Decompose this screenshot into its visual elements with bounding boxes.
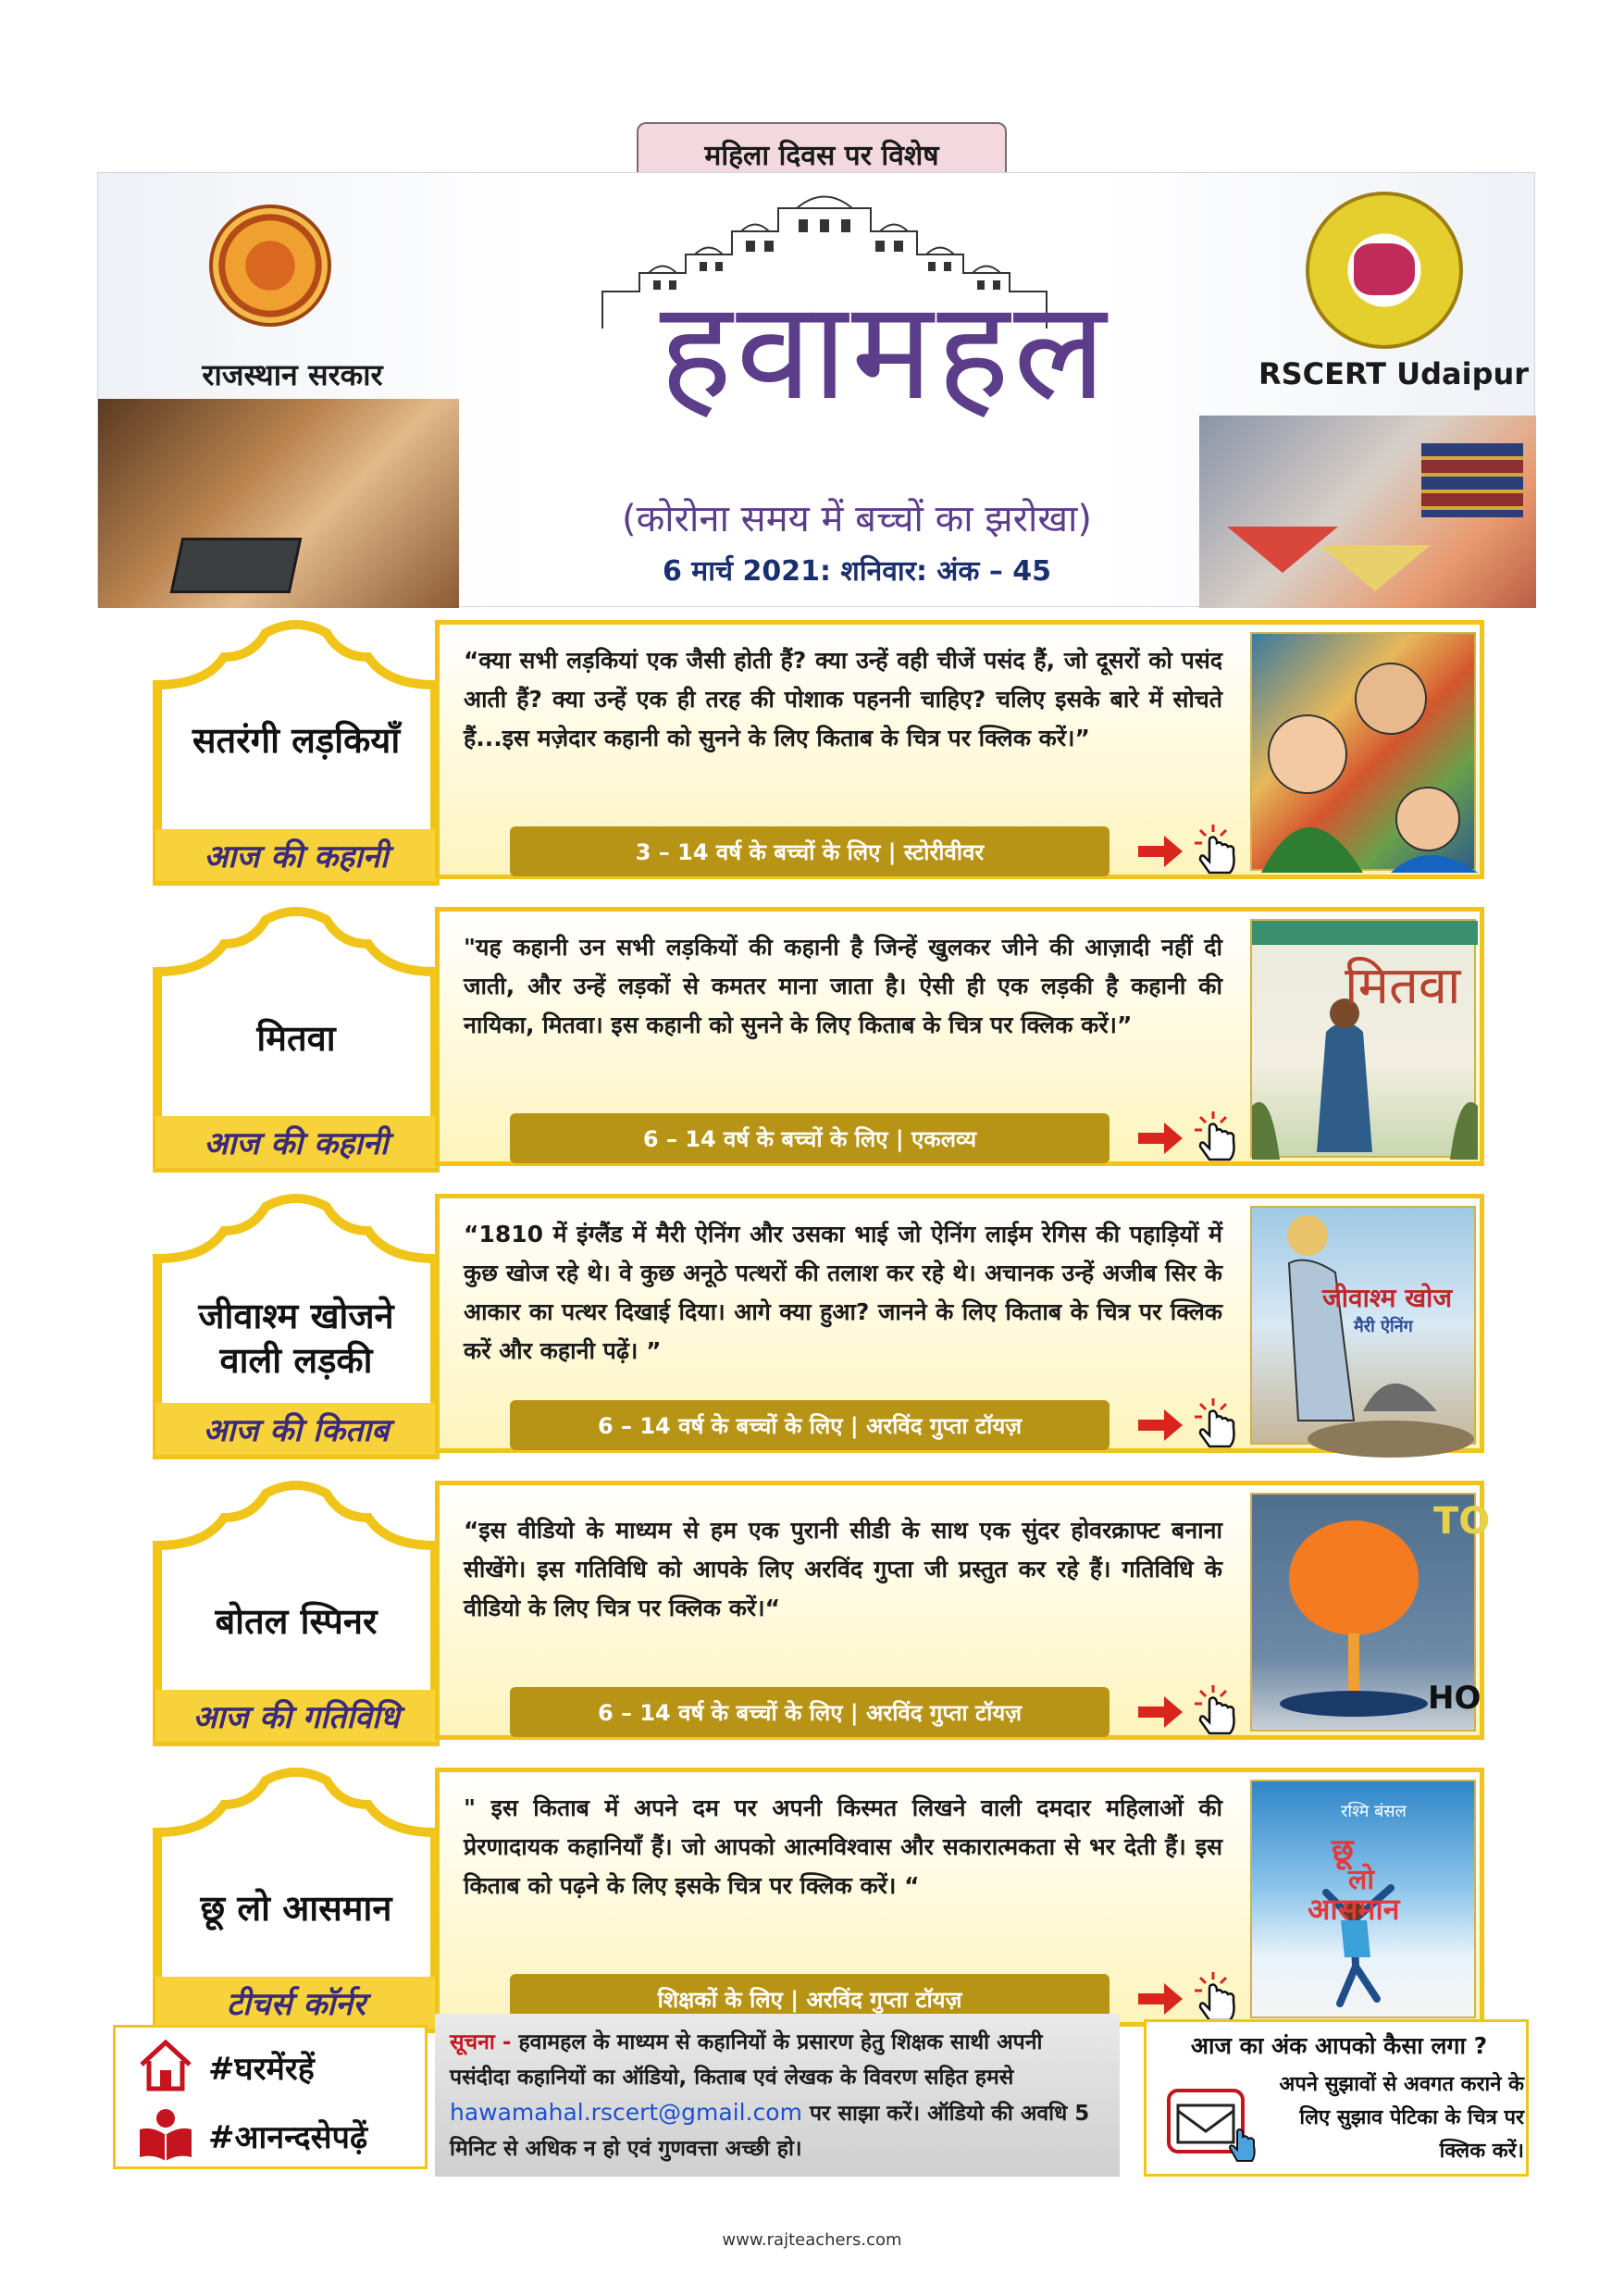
home-icon — [138, 2039, 193, 2092]
section-label-2 — [150, 907, 442, 1170]
arrow-right-icon — [1138, 1409, 1183, 1441]
card-description: “इस वीडियो के माध्यम से हम एक पुरानी सीडी के साथ एक सुंदर होवरक्राफ्ट बनाना सीखेंगे। इस गतिविधि को आपके लिए अरविंद गुप्ता जी प्रस्तुत कर रहे हैं। गतिविधि के वीडियो के लिए चित्र पर क्लिक करें।“ — [464, 1517, 1222, 1621]
contact-email-link[interactable]: hawamahal.rscert@gmail.com — [450, 2099, 802, 2126]
arrow-right-icon — [1138, 1123, 1183, 1154]
suggestion-box-mail-icon[interactable] — [1165, 2074, 1258, 2163]
issue-date-line: 6 मार्च 2021: शनिवार: अंक – 45 — [662, 555, 1052, 588]
hashtags-box — [113, 2025, 428, 2169]
click-hand-icon[interactable] — [1191, 823, 1241, 876]
notice-lead: सूचना - — [450, 2030, 512, 2054]
section-title: सतरंगी लड़कियाँ — [192, 720, 401, 761]
paper-boats-books-photo — [1199, 416, 1536, 608]
book-cover-image[interactable] — [1250, 919, 1476, 1158]
notice-text-2: पर साझा करें। ऑडियो की अवधि 5 मिनिट से अधिक न हो एवं गुणवत्ता अच्छी हो। — [450, 2102, 1090, 2161]
reader-icon — [136, 2107, 195, 2161]
age-source-pill: 6 – 14 वर्ष के बच्चों के लिए | एकलव्य — [510, 1113, 1110, 1163]
section-category: आज की कहानी — [204, 838, 389, 875]
cover-title: मितवा — [1345, 956, 1461, 1016]
arrow-right-icon — [1138, 1983, 1183, 2015]
cover-author: रश्मि बंसल — [1341, 1802, 1407, 1821]
story-card-1 — [435, 620, 1484, 879]
section-category: आज की किताब — [203, 1412, 390, 1449]
cover-title-3: आसमान — [1308, 1892, 1400, 1927]
govt-label: राजस्थान सरकार — [202, 357, 383, 392]
arrow-right-icon — [1138, 1696, 1183, 1728]
activity-video-thumbnail[interactable] — [1250, 1493, 1491, 1731]
click-hand-icon[interactable] — [1191, 1110, 1241, 1163]
audience-source-pill: शिक्षकों के लिए | अरविंद गुप्ता टॉयज़ — [510, 1974, 1110, 2024]
source-website: www.rajteachers.com — [722, 2230, 902, 2250]
girls-with-tablet-photo — [98, 399, 459, 608]
cover-subtitle: मैरी ऐनिंग — [1354, 1317, 1413, 1336]
cover-title-2: लो — [1348, 1864, 1375, 1896]
section-title: छू लो आसमान — [200, 1888, 392, 1929]
age-source-pill: 6 – 14 वर्ष के बच्चों के लिए | अरविंद गुप्ता टॉयज़ — [510, 1400, 1110, 1450]
rscert-label: RSCERT Udaipur — [1258, 356, 1530, 391]
thumbnail-text-bottom: HO — [1428, 1680, 1481, 1717]
card-description: “क्या सभी लड़कियां एक जैसी होती हैं? क्या उन्हें वही चीजें पसंद हैं, जो दूसरों को पसंद आती हैं? क्या उन्हें एक ही तरह की पोशाक पहननी चाहिए? चलिए इसके बारे में सोचते हैं...इस मज़ेदार कहानी को सुनने के लिए किताब के चित्र पर क्लिक करें।” — [464, 647, 1222, 751]
age-source-pill: 6 – 14 वर्ष के बच्चों के लिए | अरविंद गुप्ता टॉयज़ — [510, 1687, 1110, 1737]
hashtag-read-happily: #आनन्दसेपढ़ें — [208, 2119, 368, 2156]
click-hand-icon[interactable] — [1191, 1396, 1241, 1450]
special-edition-tag: महिला दिवस पर विशेष — [637, 122, 1007, 185]
cover-title-1: छू — [1332, 1832, 1354, 1869]
feedback-title: आज का अंक आपको कैसा लगा ? — [1190, 2032, 1488, 2059]
section-category: आज की कहानी — [204, 1125, 389, 1162]
tablet-icon — [170, 538, 303, 593]
card-description: “1810 में इंग्लैंड में मैरी ऐनिंग और उसका भाई जो ऐनिंग लाईम रेगिस की पहाड़ियों में कुछ खोज रहे थे। वे कुछ अनूठे पत्थरों की तलाश कर रहे थे। अचानक उन्हें अजीब सिर के आकार का पत्थर दिखाई दिया। आगे क्या हुआ? जानने के लिए किताब के चित्र पर क्लिक करें और कहानी पढ़ें। ” — [464, 1221, 1222, 1364]
notice-text-1: हवामहल के माध्यम से कहानियों के प्रसारण हेतु शिक्षक साथी अपनी पसंदीदा कहानियों का ऑडियो, किताब एवं लेखक के विवरण सहित हमसे — [450, 2030, 1043, 2090]
card-description: " इस किताब में अपने दम पर अपनी किस्मत लिखने वाली दमदार महिलाओं की प्रेरणादायक कहानियाँ हैं। जो आपको आत्मविश्वास और सकारात्मकता से भर देती हैं। इस किताब को पढ़ने के लिए इसके चित्र पर क्लिक करें। “ — [464, 1794, 1222, 1899]
rscert-emblem-icon — [1306, 192, 1463, 349]
masthead — [97, 172, 1535, 607]
hashtag-stay-home: #घरमेंरहें — [208, 2051, 315, 2088]
section-category: टीचर्स कॉर्नर — [226, 1986, 366, 2023]
arrow-right-icon — [1138, 836, 1183, 867]
footer-strip — [102, 2014, 1529, 2177]
section-title: जीवाश्म खोजने वाली लड़की — [198, 1296, 394, 1381]
section-label-4 — [150, 1481, 442, 1744]
story-card-2 — [435, 907, 1484, 1166]
activity-card-4 — [435, 1481, 1491, 1740]
section-title: मितवा — [256, 1018, 336, 1059]
cover-title: जीवाश्म खोज — [1322, 1283, 1453, 1313]
card-description: "यह कहानी उन सभी लड़कियों की कहानी है जिन्हें खुलकर जीने की आज़ादी नहीं दी जाती, और उन्हें लड़कों से कमतर माना जाता है। ऐसी ही एक लड़की है कहानी की नायिका, मितवा। इस कहानी को सुनने के लिए किताब के चित्र पर क्लिक करें।” — [464, 934, 1222, 1038]
feedback-box — [1144, 2019, 1529, 2177]
story-cover-image[interactable] — [1250, 632, 1476, 871]
feedback-instructions: अपने सुझावों से अवगत कराने के लिए सुझाव पेटिका के चित्र पर क्लिक करें। — [1279, 2073, 1524, 2163]
rajasthan-govt-emblem-icon — [209, 205, 331, 327]
newsletter-title: हवामहल — [659, 271, 1110, 430]
section-label-1 — [150, 620, 442, 883]
thumbnail-text-top: TO — [1433, 1500, 1491, 1543]
notice-box — [435, 2014, 1120, 2177]
section-title: बोतल स्पिनर — [215, 1601, 378, 1642]
newsletter-subtitle: (कोरोना समय में बच्चों का झरोखा) — [621, 498, 1093, 540]
book-cover-image[interactable] — [1250, 1206, 1476, 1445]
teachers-card-5 — [435, 1768, 1484, 2027]
section-label-3 — [150, 1194, 442, 1457]
section-label-5 — [150, 1768, 442, 2030]
section-category: आज की गतिविधि — [192, 1699, 400, 1736]
book-cover-image[interactable] — [1250, 1780, 1476, 2018]
age-source-pill: 3 – 14 वर्ष के बच्चों के लिए | स्टोरीवीवर — [510, 826, 1110, 876]
books-icon — [1421, 443, 1523, 517]
click-hand-icon[interactable] — [1191, 1683, 1241, 1737]
book-card-3 — [435, 1194, 1484, 1453]
